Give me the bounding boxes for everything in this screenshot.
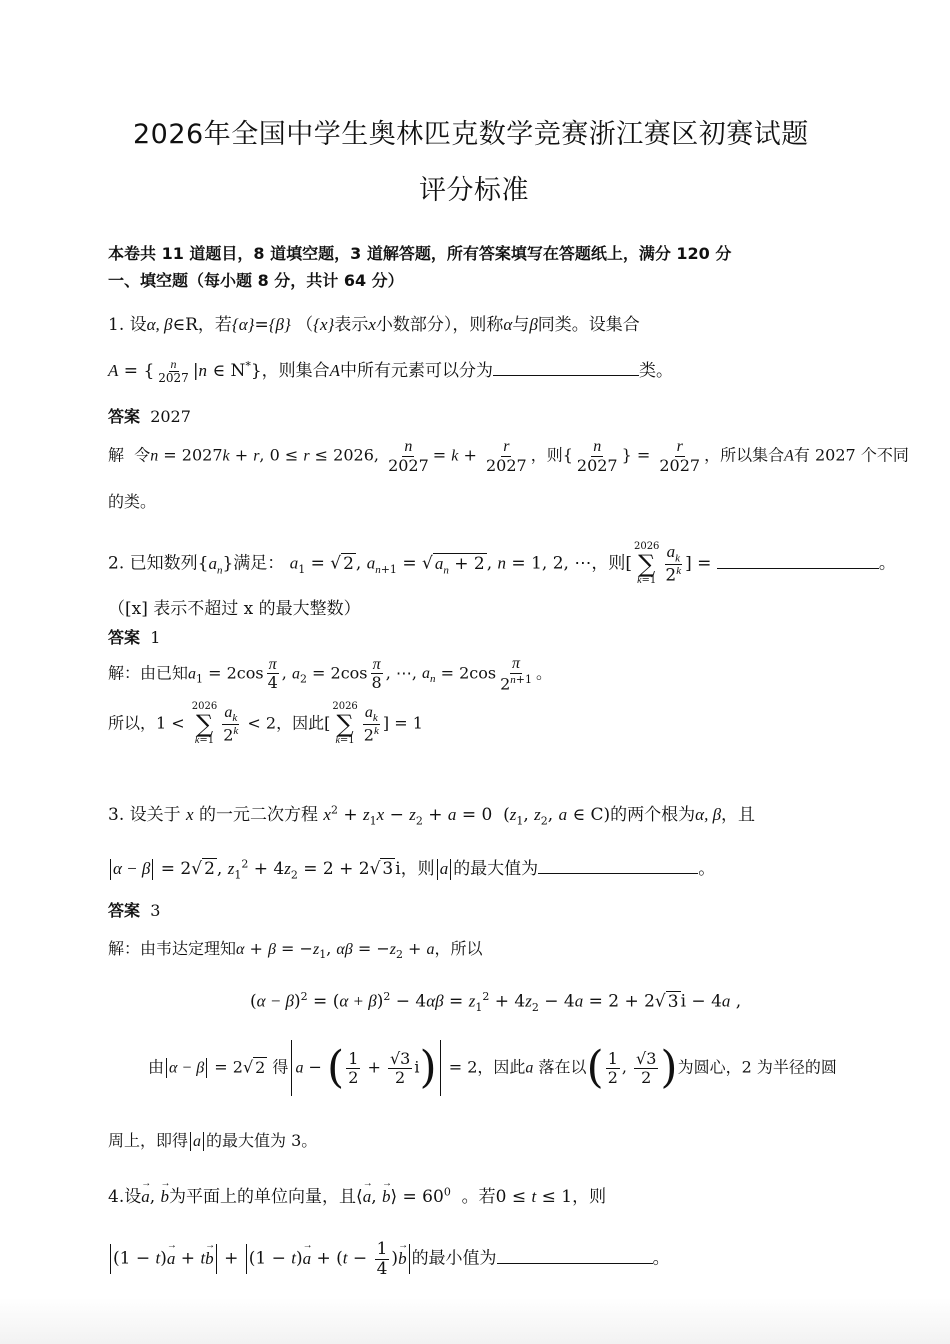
q2-solution-1: 解：由已知$a_1 = 2\cos$ $\frac{\pi}{4}$ , $a_2 = 2\cos$ $\frac{\pi}{8}$ , ⋯, $a_n = 2\cos$ $\frac{\pi}{2^{n+1}}$ 。 [108, 655, 553, 693]
section-heading: 一、填空题（每小题 8 分，共计 64 分） [108, 271, 404, 290]
page-title: 2026年全国中学生奥林匹克数学竞赛浙江赛区初赛试题 [133, 119, 809, 150]
q2-line1: 2. 已知数列$\{a_n\}$满足： $a_1$ = √ 2 , $a_{n+1}$ = √ $a_n + 2$ , n = 1, 2, ⋯，则[ 2026 ∑ k=1 $\frac{a_k}{2^k}$ ] = 。 [108, 541, 896, 586]
q2-answer: 答案 1 [108, 628, 161, 647]
q1-answer: 答案 2027 [108, 407, 191, 426]
q2-solution-2: 所以，1 < 2026 ∑ k=1 $\frac{a_k}{2^k}$ < 2，因此[ 2026 ∑ k=1 $\frac{a_k}{2^k}$ ] = 1 [108, 701, 423, 746]
q4-line1: 4.设→ a, → b为平面上的单位向量，且⟨→ a, → b⟩ = $60^0$ 。若0 ≤ t ≤ 1，则 [108, 1182, 606, 1207]
q1-solution-tail: 的类。 [108, 492, 157, 511]
q2-note: （[x] 表示不超过 x 的最大整数） [108, 599, 361, 619]
q1-line2: A = { $\frac{n}{2027}$ |n ∈ N*}，则集合A中所有元素可以分为 类。 [108, 356, 674, 385]
q3-solution-4: 周上，即得 a 的最大值为 3。 [108, 1131, 318, 1150]
q3-solution-3: 由 α − β = 2√ 2 得 a − ( $\frac{1}{2}$ + $\frac{√3}{2}$ i) = 2，因此a 落在以( $\frac{1}{2}$ , $\frac{√3}{2}$ )为圆心，2 为半径的圆 [148, 1040, 837, 1096]
page-subtitle: 评分标准 [419, 175, 529, 206]
intro-text: 本卷共 11 道题目，8 道填空题，3 道解答题，所有答案填写在答题纸上，满分 120 分 [108, 244, 732, 263]
q3-line2: α − β = 2√ 2 , $z_1^2 + 4z_2 = 2 + 2√$ 3 i，则 a 的最大值为 。 [108, 854, 715, 881]
q4-line2: (1 − t)→ a + t→ b + (1 − t)→ a + (t − $\frac{1}{4}$ )→ b 的最小值为 。 [108, 1240, 670, 1278]
q3-answer: 答案 3 [108, 901, 161, 920]
q3-solution-2: $(\alpha - \beta)^2 = (\alpha + \beta)^2 - 4\alpha\beta = z_1^2 + 4z_2 - 4a = 2 + 2√$ 3 i − 4a , [250, 990, 742, 1015]
q1-line1: 1. 设α, β∈R，若{α}={β} （{x}表示x小数部分），则称α与β同类。设集合 [108, 315, 640, 335]
q1-solution: 解 令n = 2027k + r, 0 ≤ r ≤ 2026, $\frac{n}{2027}$ = k + $\frac{r}{2027}$ ，则{ $\frac{n}{2027}$ } = $\frac{r}{2027}$ ，所以集合A有 2027 个不同 [108, 438, 909, 475]
q3-solution-1: 解：由韦达定理知$\alpha + \beta = -z_1$, $\alpha\beta = -z_2 + a$，所以 [108, 939, 483, 962]
page-bottom-shadow [0, 1298, 950, 1344]
q3-line1: 3. 设关于 x 的一元二次方程 $x^2 + z_1x - z_2 + a = 0$ ($z_1$, $z_2$, a ∈ C)的两个根为α, β，且 [108, 803, 756, 828]
